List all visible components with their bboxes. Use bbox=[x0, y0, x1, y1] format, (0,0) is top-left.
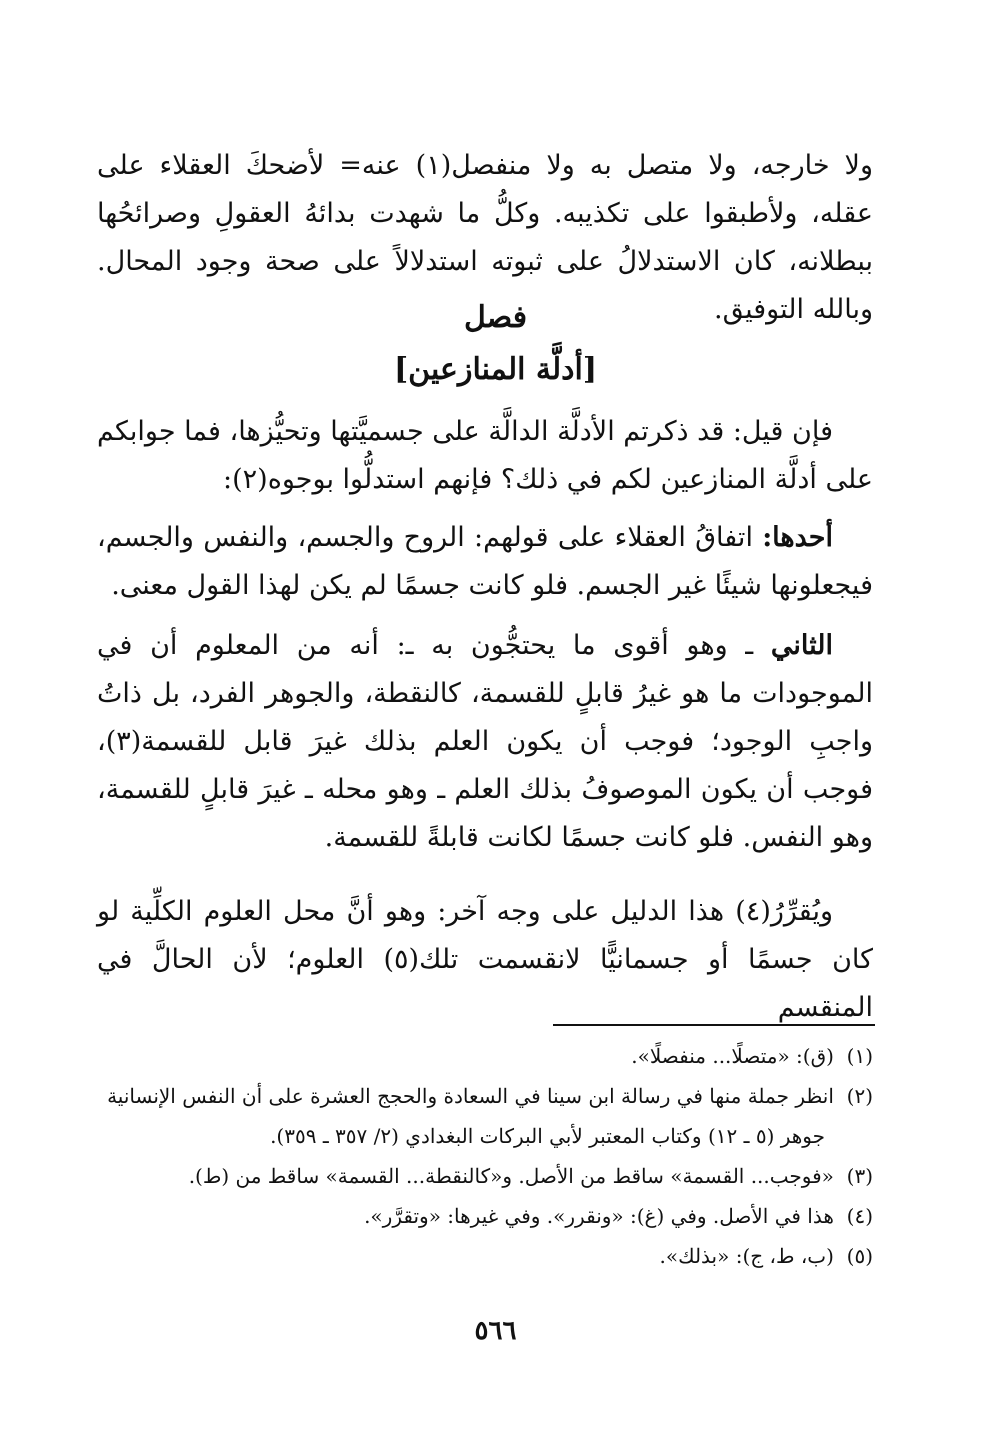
footnote-text: (ب، ط، ج): «بذلك». bbox=[659, 1244, 834, 1268]
footnote-text: هذا في الأصل. وفي (غ): «ونقرر». وفي غيرها: «وتقرَّر». bbox=[364, 1204, 834, 1228]
footnote-text-continued: جوهر (٥ ـ ١٢) وكتاب المعتبر لأبي البركات البغدادي (٢/ ٣٥٧ ـ ٣٥٩). bbox=[270, 1124, 825, 1148]
first-argument-lead: أحدها: bbox=[762, 522, 833, 553]
footnote-item bbox=[97, 1036, 873, 1076]
footnote-item bbox=[97, 1076, 873, 1156]
footnote-number: (٢) bbox=[846, 1084, 873, 1108]
footnote-number: (٣) bbox=[846, 1164, 873, 1188]
first-argument-text: اتفاقُ العقلاء على قولهم: الروح والجسم، والنفس والجسم، فيجعلونها شيئًا غير الجسم. فلو كانت جسمًا لم يكن لهذا القول معنى. bbox=[97, 522, 873, 601]
footnote-item bbox=[97, 1196, 873, 1236]
footnote-number: (٤) bbox=[846, 1204, 873, 1228]
footnote-number: (١) bbox=[846, 1044, 873, 1068]
footnote-item bbox=[97, 1156, 873, 1196]
question-paragraph: فإن قيل: قد ذكرتم الأدلَّة الدالَّة على جسميَّتها وتحيُّزها، فما جوابكم على أدلَّة المنازعين لكم في ذلك؟ فإنهم استدلُّوا بوجوه(٢): bbox=[97, 416, 873, 495]
second-argument-lead: الثاني bbox=[770, 630, 833, 661]
second-argument-paragraph bbox=[97, 622, 873, 862]
footnote-item bbox=[97, 1236, 873, 1276]
footnotes-list bbox=[97, 1036, 873, 1276]
page-number: ٥٦٦ bbox=[474, 1316, 517, 1346]
intro-paragraph: ولا خارجه، ولا متصل به ولا منفصل(١) عنه= لأضحكَ العقلاء على عقله، ولأطبقوا على تكذيبه. وكلُّ ما شهدت بدائهُ العقولِ وصرائحُها ببطلانه، كان الاستدلالُ على ثبوته استدلالاً على صحة وجود المحال. وبالله التوفيق. bbox=[97, 150, 873, 325]
section-subheading: [أدلَّة المنازعين] bbox=[393, 352, 598, 387]
footnote-divider bbox=[553, 1024, 875, 1026]
section-heading: فصل bbox=[463, 300, 528, 335]
third-argument-paragraph: ويُقرِّرُ(٤) هذا الدليل على وجه آخر: وهو أنَّ محل العلوم الكلِّية لو كان جسمًا أو جسمانيًّا لانقسمت تلك(٥) العلوم؛ لأن الحالَّ في المنقسم bbox=[97, 896, 873, 1023]
second-argument-text: ـ وهو أقوى ما يحتجُّون به ـ: أنه من المعلوم أن في الموجودات ما هو غيرُ قابلٍ للقسمة، كالنقطة، والجوهر الفرد، بل ذاتُ واجبِ الوجود؛ فوجب أن يكون العلم بذلك غيرَ قابل للقسمة(٣)، فوجب أن يكون الموصوفُ بذلك العلم ـ وهو محله ـ غيرَ قابلٍ للقسمة، وهو النفس. فلو كانت جسمًا لكانت قابلةً للقسمة. bbox=[97, 630, 873, 853]
first-argument-paragraph bbox=[97, 514, 873, 610]
footnote-text: (ق): «متصلًا... منفصلًا». bbox=[631, 1044, 834, 1068]
footnote-number: (٥) bbox=[846, 1244, 873, 1268]
footnote-text: «فوجب... القسمة» ساقط من الأصل. و«كالنقطة... القسمة» ساقط من (ط). bbox=[188, 1164, 834, 1188]
footnote-text: انظر جملة منها في رسالة ابن سينا في السعادة والحجج العشرة على أن النفس الإنسانية bbox=[107, 1084, 834, 1108]
